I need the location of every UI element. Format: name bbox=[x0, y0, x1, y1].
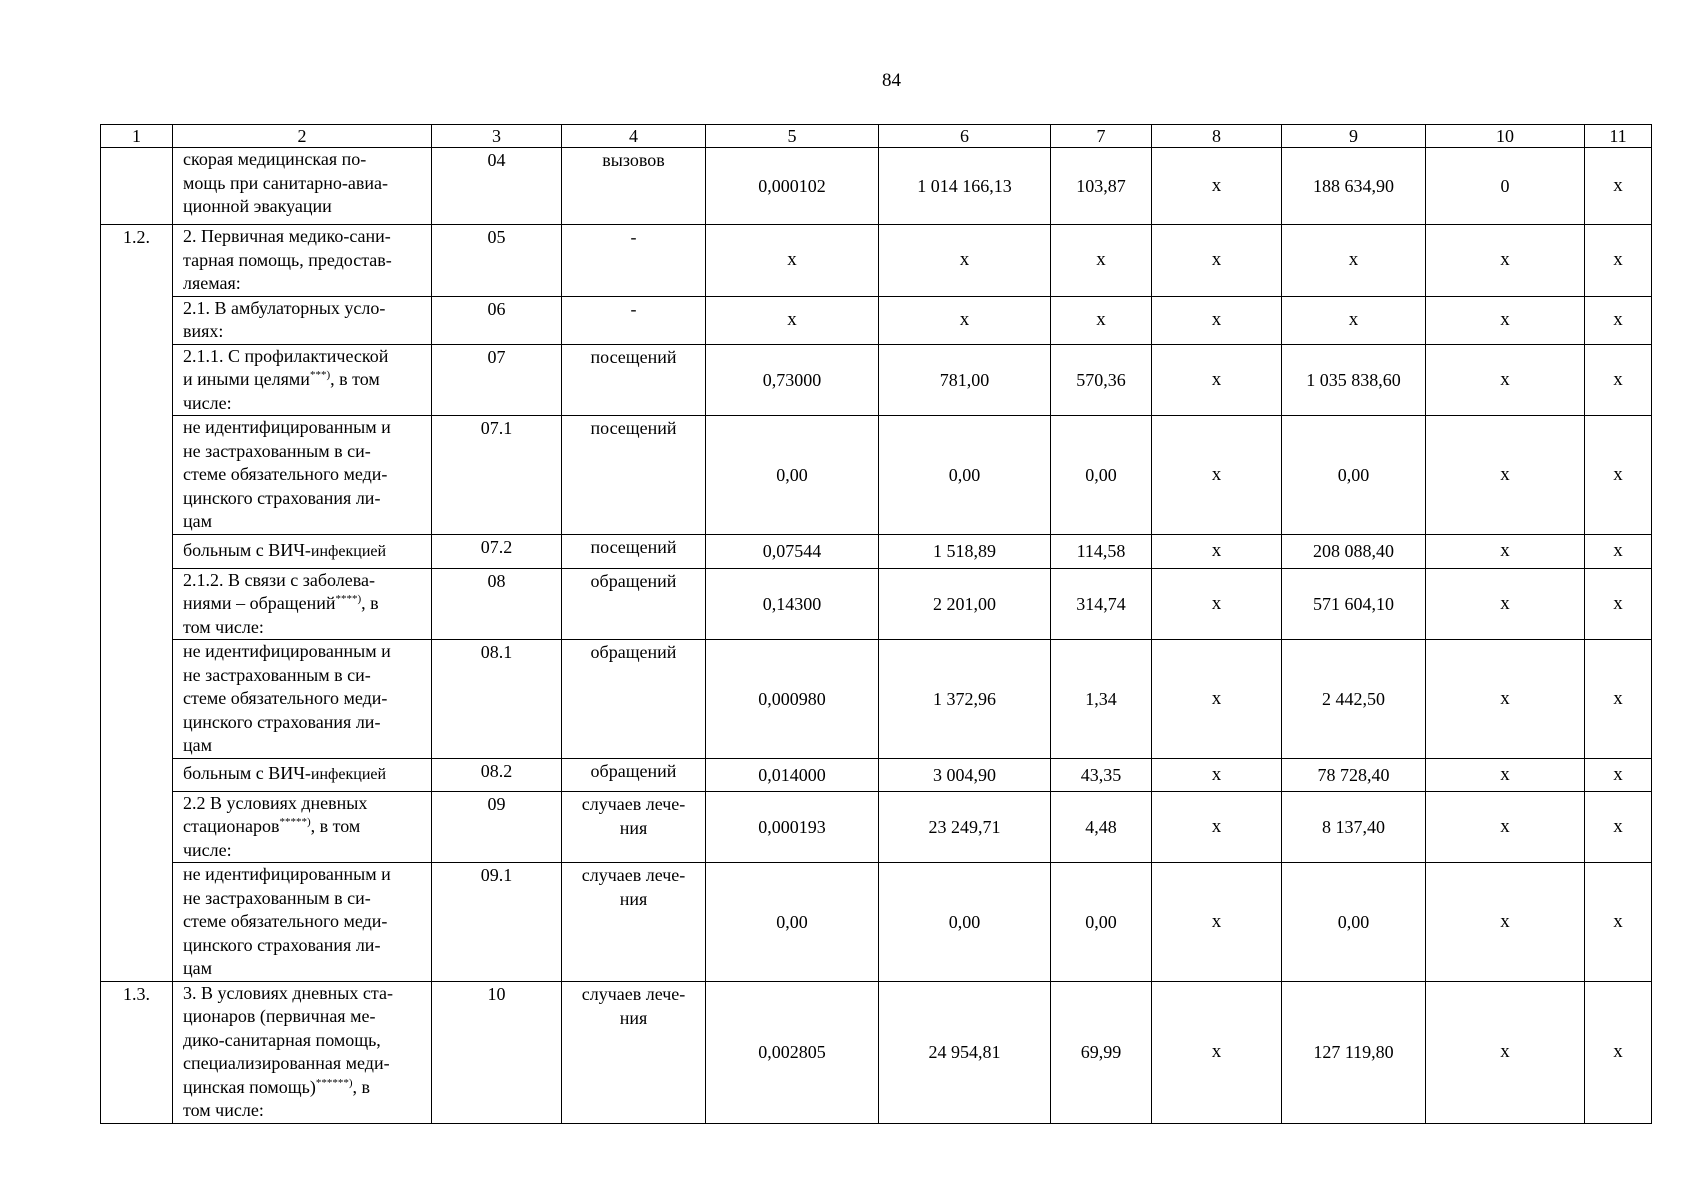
value-cell: 0 bbox=[1426, 148, 1585, 225]
value-cell: 1 372,96 bbox=[879, 640, 1051, 759]
value-cell: х bbox=[1152, 296, 1282, 344]
value-cell: 2 442,50 bbox=[1282, 640, 1426, 759]
value-cell: 1 035 838,60 bbox=[1282, 344, 1426, 416]
header-cell: 9 bbox=[1282, 125, 1426, 148]
unit-cell: посещений bbox=[562, 344, 706, 416]
value-cell: х bbox=[1585, 225, 1652, 297]
value-cell: 2 201,00 bbox=[879, 568, 1051, 640]
table-row bbox=[101, 148, 1652, 225]
row-number-cell: 1.3. bbox=[101, 981, 173, 1123]
table-row bbox=[101, 534, 1652, 568]
value-cell: 781,00 bbox=[879, 344, 1051, 416]
value-cell: х bbox=[1152, 568, 1282, 640]
indicator-cell: 2.2 В условиях дневных стационаров*****), в том числе: bbox=[173, 791, 432, 863]
value-cell: 0,00 bbox=[1282, 863, 1426, 982]
table-row bbox=[101, 296, 1652, 344]
line-code-cell: 07.2 bbox=[432, 534, 562, 568]
unit-cell: вызовов bbox=[562, 148, 706, 225]
line-code-cell: 09 bbox=[432, 791, 562, 863]
line-code-cell: 07.1 bbox=[432, 416, 562, 535]
value-cell: 0,07544 bbox=[706, 534, 879, 568]
value-cell: х bbox=[1282, 296, 1426, 344]
value-cell: х bbox=[1152, 640, 1282, 759]
value-cell: 0,014000 bbox=[706, 758, 879, 791]
row-number-cell: 1.2. bbox=[101, 225, 173, 982]
indicator-cell: не идентифицированным и не застрахованным в си- стеме обязательного меди- цинского страхования ли- цам bbox=[173, 640, 432, 759]
value-cell: х bbox=[1152, 981, 1282, 1123]
line-code-cell: 09.1 bbox=[432, 863, 562, 982]
value-cell: х bbox=[1585, 344, 1652, 416]
line-code-cell: 08.2 bbox=[432, 758, 562, 791]
header-cell: 11 bbox=[1585, 125, 1652, 148]
indicator-cell: больным с ВИЧ-инфекцией bbox=[173, 534, 432, 568]
value-cell: 0,00 bbox=[879, 863, 1051, 982]
value-cell: 114,58 bbox=[1051, 534, 1152, 568]
value-cell: 3 004,90 bbox=[879, 758, 1051, 791]
line-code-cell: 05 bbox=[432, 225, 562, 297]
value-cell: х bbox=[1585, 534, 1652, 568]
table-row bbox=[101, 568, 1652, 640]
value-cell: 0,00 bbox=[1051, 416, 1152, 535]
table-row bbox=[101, 344, 1652, 416]
value-cell: 0,00 bbox=[1282, 416, 1426, 535]
row-number-cell bbox=[101, 148, 173, 225]
value-cell: х bbox=[1152, 758, 1282, 791]
value-cell: х bbox=[1585, 148, 1652, 225]
table-row bbox=[101, 863, 1652, 982]
value-cell: х bbox=[879, 296, 1051, 344]
table-row bbox=[101, 640, 1652, 759]
value-cell: 0,14300 bbox=[706, 568, 879, 640]
value-cell: х bbox=[1426, 296, 1585, 344]
table-row bbox=[101, 416, 1652, 535]
value-cell: х bbox=[1152, 416, 1282, 535]
value-cell: х bbox=[1152, 791, 1282, 863]
unit-cell: обращений bbox=[562, 758, 706, 791]
value-cell: 0,002805 bbox=[706, 981, 879, 1123]
value-cell: 69,99 bbox=[1051, 981, 1152, 1123]
value-cell: 0,00 bbox=[879, 416, 1051, 535]
table-row bbox=[101, 791, 1652, 863]
value-cell: х bbox=[1152, 225, 1282, 297]
indicator-cell: 3. В условиях дневных ста- ционаров (первичная ме- дико-санитарная помощь, специализированная меди- цинская помощь)******), в том числе: bbox=[173, 981, 432, 1123]
value-cell: х bbox=[706, 225, 879, 297]
value-cell: х bbox=[1426, 416, 1585, 535]
value-cell: х bbox=[1585, 416, 1652, 535]
value-cell: х bbox=[1152, 148, 1282, 225]
value-cell: 571 604,10 bbox=[1282, 568, 1426, 640]
value-cell: х bbox=[1585, 981, 1652, 1123]
value-cell: 78 728,40 bbox=[1282, 758, 1426, 791]
value-cell: х bbox=[1585, 296, 1652, 344]
value-cell: 0,00 bbox=[706, 416, 879, 535]
value-cell: х bbox=[1152, 863, 1282, 982]
unit-cell: случаев лече- ния bbox=[562, 791, 706, 863]
header-cell: 1 bbox=[101, 125, 173, 148]
value-cell: х bbox=[1426, 791, 1585, 863]
table-row bbox=[101, 981, 1652, 1123]
header-cell: 5 bbox=[706, 125, 879, 148]
value-cell: х bbox=[1051, 296, 1152, 344]
header-cell: 2 bbox=[173, 125, 432, 148]
table-row bbox=[101, 758, 1652, 791]
value-cell: х bbox=[1585, 791, 1652, 863]
table-row bbox=[101, 225, 1652, 297]
value-cell: х bbox=[1426, 568, 1585, 640]
header-cell: 3 bbox=[432, 125, 562, 148]
indicator-cell: 2.1.1. С профилактической и иными целями***), в том числе: bbox=[173, 344, 432, 416]
indicator-cell: не идентифицированным и не застрахованным в си- стеме обязательного меди- цинского страхования ли- цам bbox=[173, 416, 432, 535]
unit-cell: случаев лече- ния bbox=[562, 863, 706, 982]
header-cell: 10 bbox=[1426, 125, 1585, 148]
value-cell: 188 634,90 bbox=[1282, 148, 1426, 225]
unit-cell: обращений bbox=[562, 640, 706, 759]
value-cell: х bbox=[1426, 344, 1585, 416]
value-cell: 4,48 bbox=[1051, 791, 1152, 863]
value-cell: х bbox=[1426, 863, 1585, 982]
value-cell: 8 137,40 bbox=[1282, 791, 1426, 863]
value-cell: 0,00 bbox=[706, 863, 879, 982]
unit-cell: посещений bbox=[562, 416, 706, 535]
value-cell: х bbox=[879, 225, 1051, 297]
indicator-cell: больным с ВИЧ-инфекцией bbox=[173, 758, 432, 791]
value-cell: 0,00 bbox=[1051, 863, 1152, 982]
header-cell: 7 bbox=[1051, 125, 1152, 148]
value-cell: 127 119,80 bbox=[1282, 981, 1426, 1123]
indicator-cell: не идентифицированным и не застрахованным в си- стеме обязательного меди- цинского страхования ли- цам bbox=[173, 863, 432, 982]
value-cell: 1,34 bbox=[1051, 640, 1152, 759]
unit-cell: - bbox=[562, 225, 706, 297]
unit-cell: посещений bbox=[562, 534, 706, 568]
unit-cell: случаев лече- ния bbox=[562, 981, 706, 1123]
unit-cell: - bbox=[562, 296, 706, 344]
indicator-cell: 2.1.2. В связи с заболева- ниями – обращений****), в том числе: bbox=[173, 568, 432, 640]
header-cell: 8 bbox=[1152, 125, 1282, 148]
value-cell: х bbox=[1152, 344, 1282, 416]
value-cell: 43,35 bbox=[1051, 758, 1152, 791]
header-cell: 4 bbox=[562, 125, 706, 148]
line-code-cell: 07 bbox=[432, 344, 562, 416]
value-cell: 314,74 bbox=[1051, 568, 1152, 640]
data-table bbox=[100, 124, 1652, 1124]
line-code-cell: 04 bbox=[432, 148, 562, 225]
value-cell: 0,000102 bbox=[706, 148, 879, 225]
value-cell: 1 014 166,13 bbox=[879, 148, 1051, 225]
value-cell: х bbox=[1426, 640, 1585, 759]
value-cell: 0,000193 bbox=[706, 791, 879, 863]
value-cell: х bbox=[1426, 981, 1585, 1123]
value-cell: х bbox=[1585, 640, 1652, 759]
value-cell: 570,36 bbox=[1051, 344, 1152, 416]
value-cell: 103,87 bbox=[1051, 148, 1152, 225]
indicator-cell: 2. Первичная медико-сани- тарная помощь, предостав- ляемая: bbox=[173, 225, 432, 297]
line-code-cell: 06 bbox=[432, 296, 562, 344]
value-cell: х bbox=[1585, 863, 1652, 982]
value-cell: 1 518,89 bbox=[879, 534, 1051, 568]
value-cell: х bbox=[1426, 225, 1585, 297]
value-cell: х bbox=[1282, 225, 1426, 297]
page-number: 84 bbox=[882, 70, 901, 91]
line-code-cell: 10 bbox=[432, 981, 562, 1123]
value-cell: х bbox=[1585, 568, 1652, 640]
value-cell: х bbox=[706, 296, 879, 344]
value-cell: х bbox=[1585, 758, 1652, 791]
value-cell: х bbox=[1152, 534, 1282, 568]
value-cell: х bbox=[1426, 534, 1585, 568]
line-code-cell: 08.1 bbox=[432, 640, 562, 759]
value-cell: 0,000980 bbox=[706, 640, 879, 759]
header-cell: 6 bbox=[879, 125, 1051, 148]
value-cell: 23 249,71 bbox=[879, 791, 1051, 863]
value-cell: 0,73000 bbox=[706, 344, 879, 416]
value-cell: х bbox=[1426, 758, 1585, 791]
header-row bbox=[101, 125, 1652, 148]
value-cell: 208 088,40 bbox=[1282, 534, 1426, 568]
indicator-cell: скорая медицинская по- мощь при санитарно-авиа- ционной эвакуации bbox=[173, 148, 432, 225]
value-cell: 24 954,81 bbox=[879, 981, 1051, 1123]
unit-cell: обращений bbox=[562, 568, 706, 640]
indicator-cell: 2.1. В амбулаторных усло- виях: bbox=[173, 296, 432, 344]
line-code-cell: 08 bbox=[432, 568, 562, 640]
value-cell: х bbox=[1051, 225, 1152, 297]
